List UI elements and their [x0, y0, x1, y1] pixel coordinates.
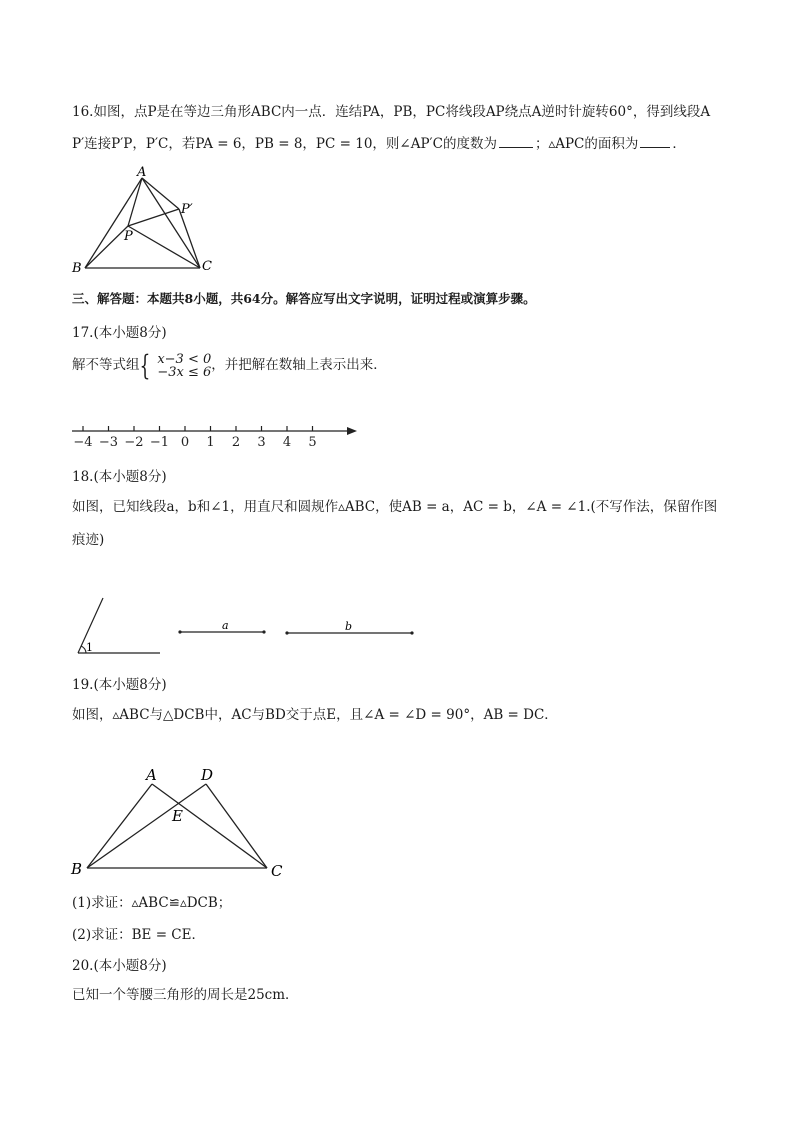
q16-line2-text-c: ．	[672, 136, 686, 152]
q19-part1: (1)求证：▵ABC≌▵DCB；	[72, 895, 232, 911]
number-line-tick-label: −3	[98, 435, 119, 450]
fig16-label-a: A	[137, 165, 147, 180]
number-line-tick-label: 2	[231, 435, 241, 450]
number-line-tick-label: 3	[257, 435, 266, 450]
number-line-tick-label: −1	[149, 435, 170, 450]
fig19-label-e: E	[172, 807, 183, 825]
segment-a-label: a	[222, 619, 229, 632]
fig16-label-c: C	[202, 259, 212, 274]
q18-header: 18.(本小题8分)	[72, 469, 167, 485]
section-heading: 三、解答题：本题共8小题，共64分。解答应写出文字说明，证明过程或演算步骤。	[72, 291, 536, 306]
fig19-label-a: A	[146, 766, 157, 784]
number-line-tick-label: 4	[282, 435, 292, 450]
q20-line1: 已知一个等腰三角形的周长是25cm．	[72, 987, 299, 1003]
q19-part2: (2)求证：BE = CE．	[72, 927, 205, 943]
number-line-tick-label: 5	[308, 435, 317, 450]
angle-1-label: 1	[86, 641, 93, 654]
q19-header: 19.(本小题8分)	[72, 677, 167, 693]
fig16-label-b: B	[72, 261, 82, 276]
number-line-tick-label: −4	[73, 435, 93, 450]
q16-line2-text-a: P′连接P′P，P′C，若PA = 6，PB = 8，PC = 10，则∠AP′C的度数为	[72, 136, 497, 152]
q16-line2-text-b: ；▵APC的面积为	[534, 136, 639, 152]
inequality-1: x−3 < 0	[157, 351, 212, 367]
q19-line1: 如图，▵ABC与△DCB中，AC与BD交于点E，且∠A = ∠D = 90°，AB = DC．	[72, 707, 558, 723]
fig19-label-d: D	[201, 766, 214, 784]
q16-line1: 16.如图，点P是在等边三角形ABC内一点．连结PA，PB，PC将线段AP绕点A逆时针旋转60°，得到线段A	[72, 104, 711, 120]
system-brace: {	[139, 348, 150, 382]
fig19-label-b: B	[71, 860, 83, 878]
q17-suffix: ，并把解在数轴上表示出来．	[211, 357, 387, 373]
number-line-tick-label: 1	[206, 435, 215, 450]
q20-header: 20.(本小题8分)	[72, 958, 167, 974]
fig16-label-p-prime: P′	[181, 202, 193, 217]
fig19-label-c: C	[271, 862, 283, 880]
segment-b-label: b	[345, 620, 353, 633]
number-line-tick-label: −2	[124, 435, 144, 450]
q17-header: 17.(本小题8分)	[72, 325, 167, 341]
q18-line2: 痕迹)	[72, 532, 105, 548]
number-line-tick-label: 0	[180, 435, 190, 450]
q17-prefix: 解不等式组	[72, 357, 140, 373]
q18-line1: 如图，已知线段a，b和∠1，用直尺和圆规作▵ABC，使AB = a，AC = b，∠A = ∠1.(不写作法，保留作图	[72, 499, 718, 515]
inequality-2: −3x ≤ 6	[157, 364, 212, 380]
fig16-label-p: P	[124, 229, 133, 244]
